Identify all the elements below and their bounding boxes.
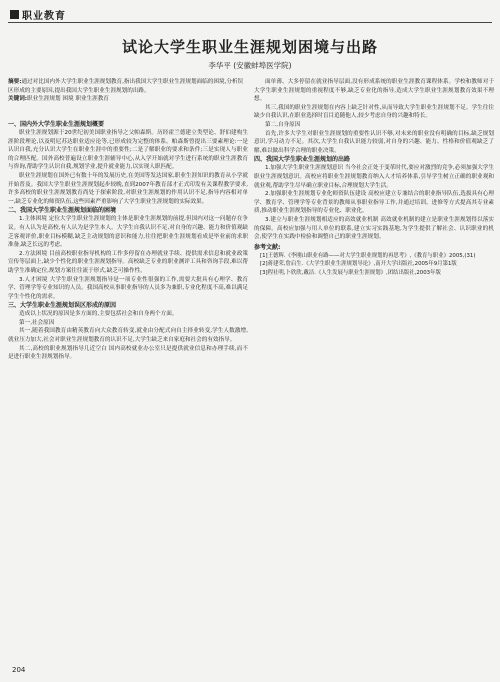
references-list [254,252,494,277]
paragraph: 3.建立与职业生涯规划相适应的高效就业机制 高效就业机制的建立是职业生涯规划得以落实的保障。高校应加强与用人单位的联系,建立实习实践基地,为学生提供了解社会、认识职业的机会,使学生在实践中检验和调整自己的职业生涯规划。 [254,216,494,241]
paragraph: 其一,随着我国教育由精英教育向大众教育转变,就业由分配式向自主择业转变,学生人数激增,就业压力加大,社会对职业生涯规划教育的认识不足,大学生缺乏来自家庭和社会的有效指导。 [8,328,248,344]
section-heading: 二、我国大学生职业生涯规划面临的困境 [8,207,117,215]
keywords-label: 关键词: [8,96,28,103]
paragraph: 职业生涯规划源于20世纪初美国职业指导之父帕森斯。历经霍兰德建立类型论、舒伯建构生涯阶段理论,以及明尼苏达职业适应论等,已形成较为完整的体系。帕森斯曾提出三要素理论:一是认识自我,充分认识大学生在职业生涯中的重要性;二是了解职业的要求和条件;三是实现人与职业的合理匹配。国外高校普遍设立职业生涯辅导中心,从入学开始就对学生进行系统的职业生涯教育与咨询,帮助学生认识自我,规划学业,提升就业能力,以实现人职匹配。 [8,130,248,171]
paragraph: 3.人才困境 大学生职业生涯规划指导是一项专业性很强的工作,需要大批具有心理学、教育学、管理学等专业知识的人员。我国高校从事职业指导的人员多为兼职,专业化程度不高,难以满足学生个性化的需求。 [8,276,248,300]
section-label: 职业教育 [22,11,66,22]
references [254,244,494,277]
left-column [8,120,248,362]
paragraph: 面单薄、大多停留在就业指导层面,没有形成系统的职业生涯教育课程体系。学校和教师对于大学生职业生涯规划的重视程度不够,缺乏专业化的指导,造成大学生职业生涯规划教育效果不理想。 [254,79,494,103]
reference-item: [1]王德辉.《李刚山职业有路——对大学生职业规划的再思考》,《教育与职业》2005,(31) [260,253,476,260]
paragraph: 1.主体困境 定位大学生职业生涯规划的主体是职业生涯规划的前提,但国内对这一问题存在争议。有人认为是高校,有人认为是学生本人。大学生自我认识不足,对自身的兴趣、能力和价值观缺乏客观评价,职业目标模糊,缺乏主动规划的意识和能力,往往把职业生涯规划看成是毕业前的求职准备,缺乏长远的考虑。 [8,216,248,249]
references-heading: 参考文献: [254,243,281,251]
abstract-text: 通过对比国内外大学生职业生涯规划教育,指出我国大学生职业生涯规划面临的困境,分析误区形成的主要原因,提出我国大学生职业生涯规划的出路。 [8,79,244,94]
square-bullet-icon [10,10,19,19]
right-column-body [254,78,494,242]
keywords [8,95,248,104]
header-rule [8,22,492,23]
paragraph: 其二,高校的职业规划指导几近空白 国内高校就业办公室只是提供就业信息和办理手续,而不是进行职业生涯规划指导。 [8,345,248,361]
reference-item: [2]蒋建荣,詹启生.《大学生职业生涯规划导论》,南开大学出版社,2005年9月第1版 [260,261,457,268]
right-column [254,78,494,277]
paragraph: 第一,社会原因 [19,319,55,326]
paragraph: 2.方法困境 目前高校职业指导机构的工作多停留在办理就业手续、提供需求信息和就业政策宣传等层面上,缺少个性化的职业生涯规划指导。高校缺乏专业的职业测评工具和咨询手段,难以帮助学生准确定位,规划方案往往流于形式,缺乏可操作性。 [8,250,248,274]
reference-item: [3]程社明,卜欣欣,戴洁.《人生发展与职业生涯规划》,团结出版社,2003年版 [260,269,441,276]
article-title: 试论大学生职业生涯规划困境与出路 [121,38,378,56]
abstract-label: 摘要: [8,79,22,85]
article-author: 李华平 (安徽蚌埠医学院) [208,61,292,70]
section-heading: 四、我国大学生职业生涯规划的出路 [254,156,351,164]
paragraph: 职业生涯规划在国外已有数十年的发展历史,在美国等发达国家,职业生涯知识的教育从小学就开始普及。我国大学生职业生涯规划起步较晚,直到2007年教育部才正式印发有关课程教学要求,许多高校的职业生涯规划教育尚处于探索阶段,对职业生涯规划的作用认识不足,指导内容相对单一,缺乏专业化的师资队伍,这些因素严重影响了大学生职业生涯规划的实际效果。 [8,172,248,205]
paragraph: 其三,我国的职业生涯规划在内容上缺乏针对性,从而导致大学生职业生涯规划不足。学生往往缺少自我认识,在职业选择时盲目追随他人,较少考虑自身的兴趣和特长。 [254,104,494,120]
paragraph: 1.加强大学生职业生涯规划意识 当今社会正处于变革时代,要应对激烈的竞争,必须加强大学生职业生涯规划意识。高校应将职业生涯规划教育纳入人才培养体系,引导学生树立正确的职业观和就业观,帮助学生尽早确立职业目标,合理规划大学生活。 [254,165,494,189]
paragraph: 第二,自身原因 [265,121,301,128]
section-heading: 三、大学生职业生涯规划误区形成的原因 [8,302,117,310]
section-heading: 一、国内外大学生职业生涯规划概要 [8,121,105,128]
paragraph: 2.加强职业生涯规划专业化师资队伍建设 高校应建立专兼结合的职业指导队伍,选拔具有心理学、教育学、管理学等专业背景的教师从事职业指导工作,并通过培训、进修等方式提高其专业素质,推动职业生涯规划指导的专业化、职业化。 [254,191,494,215]
paragraph: 造成以上状况的原因是多方面的,主要包括社会和自身两个方面。 [19,311,178,318]
paragraph: 首先,许多大学生对职业生涯规划的重要性认识不够,对未来的职业没有明确的目标,缺乏规划意识,学习动力不足。其次,大学生自我认识能力较弱,对自身的兴趣、能力、性格和价值观缺乏了解,难以做出科学合理的职业决策。 [254,130,494,154]
section-header [8,4,492,26]
abstract-block [8,78,248,104]
keywords-text: 职业生涯规划 困境 职业生涯教育 [27,96,109,103]
page-number: 204 [12,666,26,674]
abstract [8,78,248,95]
